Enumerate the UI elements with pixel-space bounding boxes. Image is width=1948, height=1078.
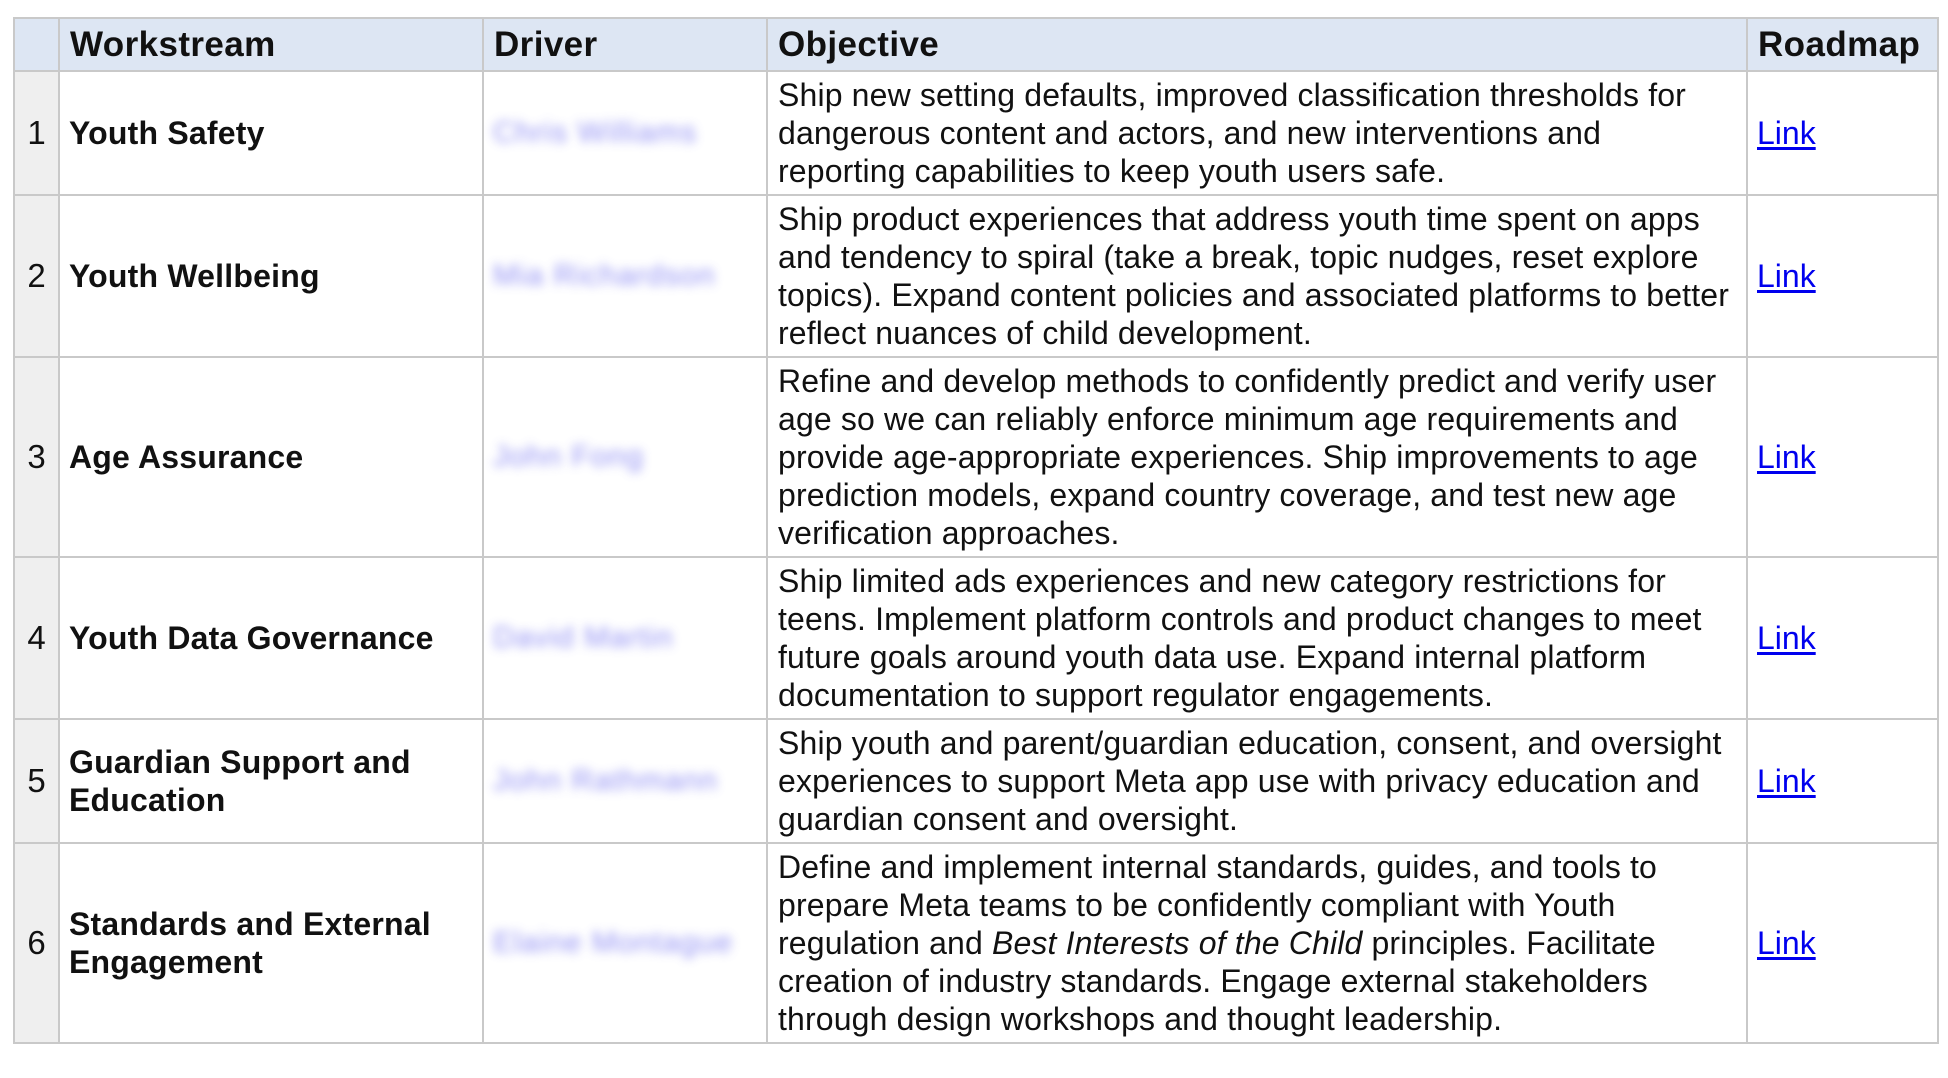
driver-cell: [483, 357, 767, 557]
row-number: 4: [14, 557, 59, 719]
workstream-name: Youth Safety: [59, 71, 483, 195]
roadmap-link[interactable]: Link: [1757, 114, 1816, 151]
roadmap-cell: [1747, 557, 1938, 719]
table-row: [14, 719, 1938, 843]
table-row: [14, 195, 1938, 357]
driver-cell: [483, 557, 767, 719]
objective-italic-phrase: Best Interests of the Child: [991, 925, 1363, 961]
objective-text-part: Define and implement internal standards, guides, and tools to prepare Meta teams to be confidently compliant with Youth regulation and: [778, 849, 1658, 961]
driver-name-redacted: Mia Richardson: [493, 259, 716, 292]
driver-name-redacted: Chris Williams: [493, 116, 697, 149]
objective-text: Ship limited ads experiences and new category restrictions for teens. Implement platform controls and product changes to meet future goals around youth data use. Expand internal platform documentation to support regulator engagements.: [767, 557, 1747, 719]
row-number: 3: [14, 357, 59, 557]
row-number: 5: [14, 719, 59, 843]
workstream-name: Standards and External Engagement: [59, 843, 483, 1043]
header-driver: Driver: [483, 18, 767, 71]
roadmap-link[interactable]: Link: [1757, 257, 1816, 294]
roadmap-cell: [1747, 195, 1938, 357]
workstream-table: [13, 17, 1939, 1044]
row-number: 1: [14, 71, 59, 195]
roadmap-link[interactable]: Link: [1757, 438, 1816, 475]
driver-cell: [483, 719, 767, 843]
workstream-table-container: [13, 17, 1939, 1044]
workstream-name: Youth Wellbeing: [59, 195, 483, 357]
header-workstream: Workstream: [59, 18, 483, 71]
driver-name-redacted: Elaine Montague: [493, 926, 734, 959]
table-row: [14, 71, 1938, 195]
header-objective: Objective: [767, 18, 1747, 71]
row-number: 6: [14, 843, 59, 1043]
objective-text: Refine and develop methods to confidently predict and verify user age so we can reliably enforce minimum age requirements and provide age-appropriate experiences. Ship improvements to age prediction models, expand country coverage, and test new age verification approaches.: [767, 357, 1747, 557]
workstream-name: Youth Data Governance: [59, 557, 483, 719]
roadmap-cell: [1747, 357, 1938, 557]
table-row: [14, 557, 1938, 719]
workstream-name: Age Assurance: [59, 357, 483, 557]
roadmap-link[interactable]: Link: [1757, 762, 1816, 799]
roadmap-cell: [1747, 71, 1938, 195]
header-number: [14, 18, 59, 71]
driver-cell: [483, 195, 767, 357]
workstream-name: Guardian Support and Education: [59, 719, 483, 843]
objective-text: Ship product experiences that address youth time spent on apps and tendency to spiral (take a break, topic nudges, reset explore topics). Expand content policies and associated platforms to better reflect nuances of child development.: [767, 195, 1747, 357]
header-roadmap: Roadmap: [1747, 18, 1938, 71]
row-number: 2: [14, 195, 59, 357]
objective-text-part: principles. Facilitate creation of industry standards. Engage external stakeholders through design workshops and thought leadership.: [778, 925, 1656, 1037]
roadmap-cell: [1747, 843, 1938, 1043]
table-row: [14, 357, 1938, 557]
driver-cell: [483, 71, 767, 195]
driver-cell: [483, 843, 767, 1043]
table-row: [14, 843, 1938, 1043]
roadmap-cell: [1747, 719, 1938, 843]
header-row: [14, 18, 1938, 71]
objective-text: Ship new setting defaults, improved classification thresholds for dangerous content and actors, and new interventions and reporting capabilities to keep youth users safe.: [767, 71, 1747, 195]
objective-text: Ship youth and parent/guardian education, consent, and oversight experiences to support Meta app use with privacy education and guardian consent and oversight.: [767, 719, 1747, 843]
roadmap-link[interactable]: Link: [1757, 619, 1816, 656]
objective-text: [767, 843, 1747, 1043]
driver-name-redacted: John Rathmann: [493, 764, 718, 797]
driver-name-redacted: David Martin: [493, 621, 674, 654]
roadmap-link[interactable]: Link: [1757, 924, 1816, 961]
driver-name-redacted: John Fong: [493, 440, 644, 473]
